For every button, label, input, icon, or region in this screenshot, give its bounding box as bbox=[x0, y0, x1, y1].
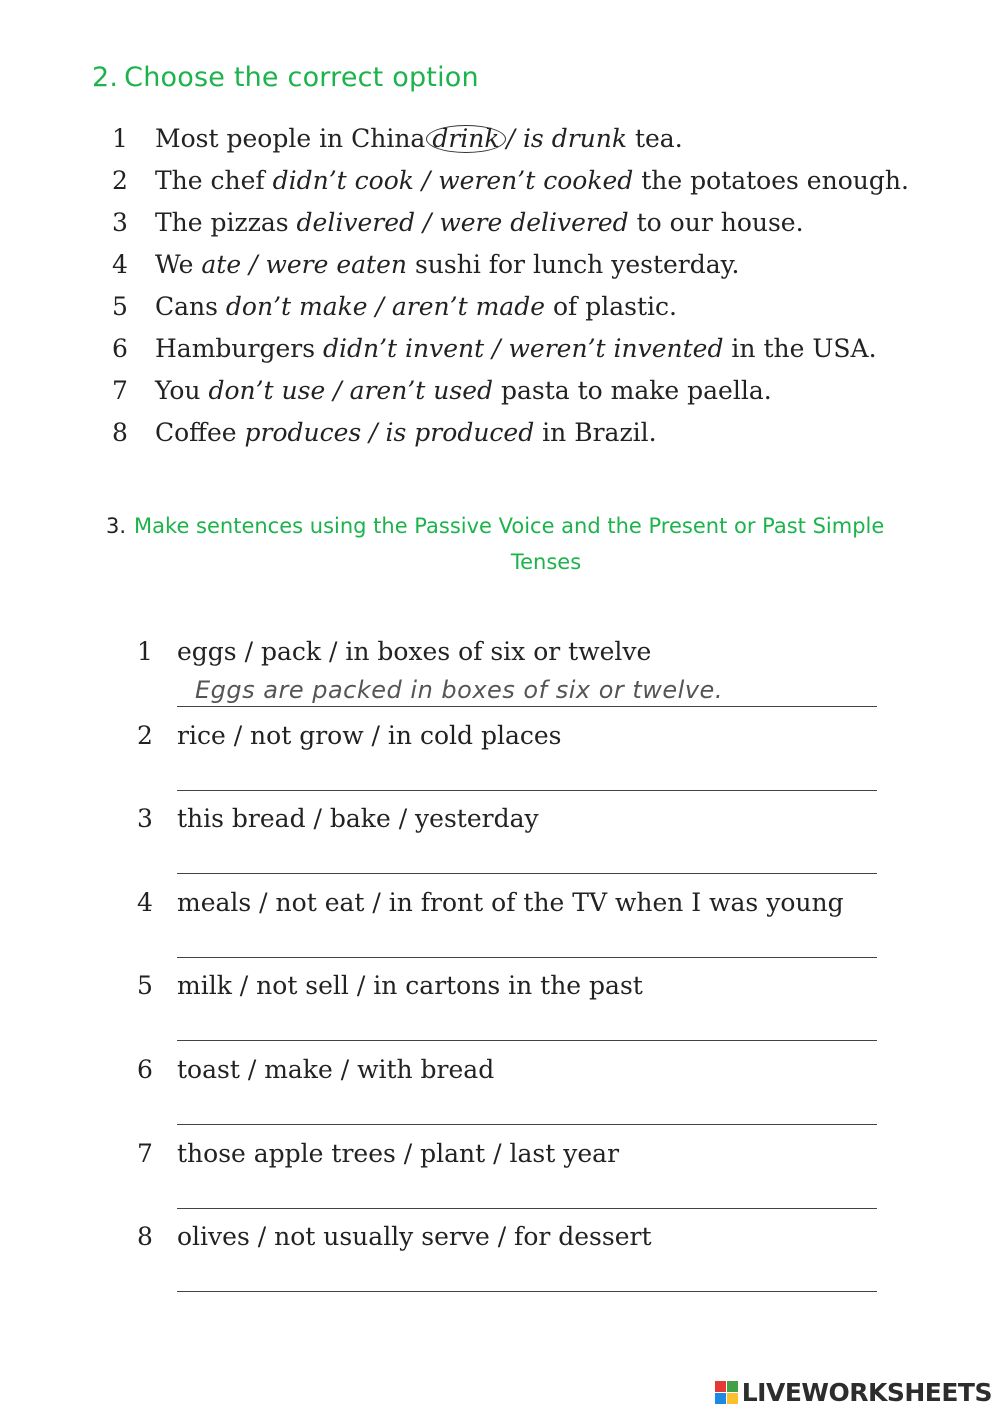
list-item bbox=[112, 162, 912, 199]
item-number: 2 bbox=[112, 166, 128, 195]
list-item bbox=[112, 372, 912, 409]
list-item bbox=[137, 632, 877, 716]
item-prompt: this bread / bake / yesterday bbox=[177, 804, 539, 834]
sentence-end: tea. bbox=[634, 124, 683, 153]
item-prompt: meals / not eat / in front of the TV when I was young bbox=[177, 887, 844, 917]
item-prompt: milk / not sell / in cartons in the past bbox=[177, 971, 643, 1001]
item-sentence: Cans don’t make / aren’t made of plastic. bbox=[155, 292, 677, 321]
options[interactable]: didn’t cook / weren’t cooked bbox=[272, 166, 634, 195]
item-number: 4 bbox=[112, 250, 128, 279]
answer-field[interactable] bbox=[177, 873, 877, 874]
item-number: 4 bbox=[137, 887, 153, 917]
list-item bbox=[137, 1217, 877, 1301]
options[interactable]: ate / were eaten bbox=[201, 250, 407, 279]
options[interactable]: delivered / were delivered bbox=[296, 208, 629, 237]
item-sentence: You don’t use / aren’t used pasta to make paella. bbox=[155, 376, 772, 405]
item-sentence: The chef didn’t cook / weren’t cooked the potatoes enough. bbox=[155, 166, 909, 195]
exercise-title-line2: Tenses bbox=[510, 550, 582, 574]
exercise-2-list bbox=[112, 120, 912, 456]
item-number: 6 bbox=[137, 1054, 153, 1084]
item-prompt: toast / make / with bread bbox=[177, 1054, 495, 1084]
item-number: 6 bbox=[112, 334, 128, 363]
list-item bbox=[112, 120, 912, 157]
exercise-3-title bbox=[106, 508, 946, 580]
list-item bbox=[112, 246, 912, 283]
list-item bbox=[137, 716, 877, 800]
list-item bbox=[112, 330, 912, 367]
logo-mark-icon bbox=[715, 1381, 738, 1404]
list-item bbox=[137, 1134, 877, 1218]
exercise-title-text: Choose the correct option bbox=[124, 62, 479, 93]
option-separator: / bbox=[506, 124, 515, 153]
answer-field[interactable] bbox=[177, 790, 877, 791]
item-prompt: rice / not grow / in cold places bbox=[177, 720, 562, 750]
item-sentence: Coffee produces / is produced in Brazil. bbox=[155, 418, 657, 447]
answer-field[interactable] bbox=[177, 1291, 877, 1292]
options[interactable]: produces / is produced bbox=[244, 418, 535, 447]
item-prompt: olives / not usually serve / for dessert bbox=[177, 1222, 652, 1252]
item-number: 8 bbox=[112, 418, 128, 447]
exercise-title-line1: Make sentences using the Passive Voice and the Present or Past Simple bbox=[134, 514, 885, 538]
answer-line[interactable] bbox=[177, 706, 877, 707]
item-number: 7 bbox=[137, 1138, 153, 1168]
sentence-start: Most people in China bbox=[155, 124, 426, 153]
item-sentence: We ate / were eaten sushi for lunch yesterday. bbox=[155, 250, 740, 279]
item-number: 5 bbox=[112, 292, 128, 321]
options[interactable]: didn’t invent / weren’t invented bbox=[323, 334, 724, 363]
exercise-2-title bbox=[92, 62, 479, 93]
answer-field[interactable] bbox=[177, 1124, 877, 1125]
item-sentence: The pizzas delivered / were delivered to our house. bbox=[155, 208, 804, 237]
item-number: 1 bbox=[112, 124, 128, 153]
list-item bbox=[112, 288, 912, 325]
item-number: 3 bbox=[137, 804, 153, 834]
item-number: 5 bbox=[137, 971, 153, 1001]
logo-text: LIVEWORKSHEETS bbox=[741, 1378, 992, 1407]
item-sentence bbox=[155, 120, 912, 157]
list-item bbox=[112, 204, 912, 241]
exercise-3-list bbox=[137, 632, 877, 1301]
exercise-number: 3. bbox=[106, 514, 127, 538]
list-item bbox=[112, 414, 912, 451]
item-number: 3 bbox=[112, 208, 128, 237]
answer-field[interactable] bbox=[177, 957, 877, 958]
options[interactable]: don’t use / aren’t used bbox=[208, 376, 493, 405]
answer-field[interactable] bbox=[177, 1040, 877, 1041]
item-number: 1 bbox=[137, 637, 153, 666]
options[interactable]: don’t make / aren’t made bbox=[225, 292, 545, 321]
item-sentence: Hamburgers didn’t invent / weren’t invented in the USA. bbox=[155, 334, 877, 363]
list-item bbox=[137, 883, 877, 967]
item-number: 2 bbox=[137, 720, 153, 750]
item-number: 7 bbox=[112, 376, 128, 405]
exercise-number: 2. bbox=[92, 62, 119, 93]
list-item bbox=[137, 1050, 877, 1134]
example-answer: Eggs are packed in boxes of six or twelve. bbox=[195, 676, 723, 704]
liveworksheets-logo bbox=[715, 1378, 992, 1407]
item-number: 8 bbox=[137, 1222, 153, 1252]
option-is-drunk[interactable]: is drunk bbox=[522, 124, 628, 153]
option-drink-selected[interactable]: drink bbox=[426, 125, 505, 153]
list-item bbox=[137, 799, 877, 883]
item-prompt: eggs / pack / in boxes of six or twelve bbox=[177, 637, 652, 666]
list-item bbox=[137, 966, 877, 1050]
answer-field[interactable] bbox=[177, 1208, 877, 1209]
item-prompt: those apple trees / plant / last year bbox=[177, 1138, 620, 1168]
